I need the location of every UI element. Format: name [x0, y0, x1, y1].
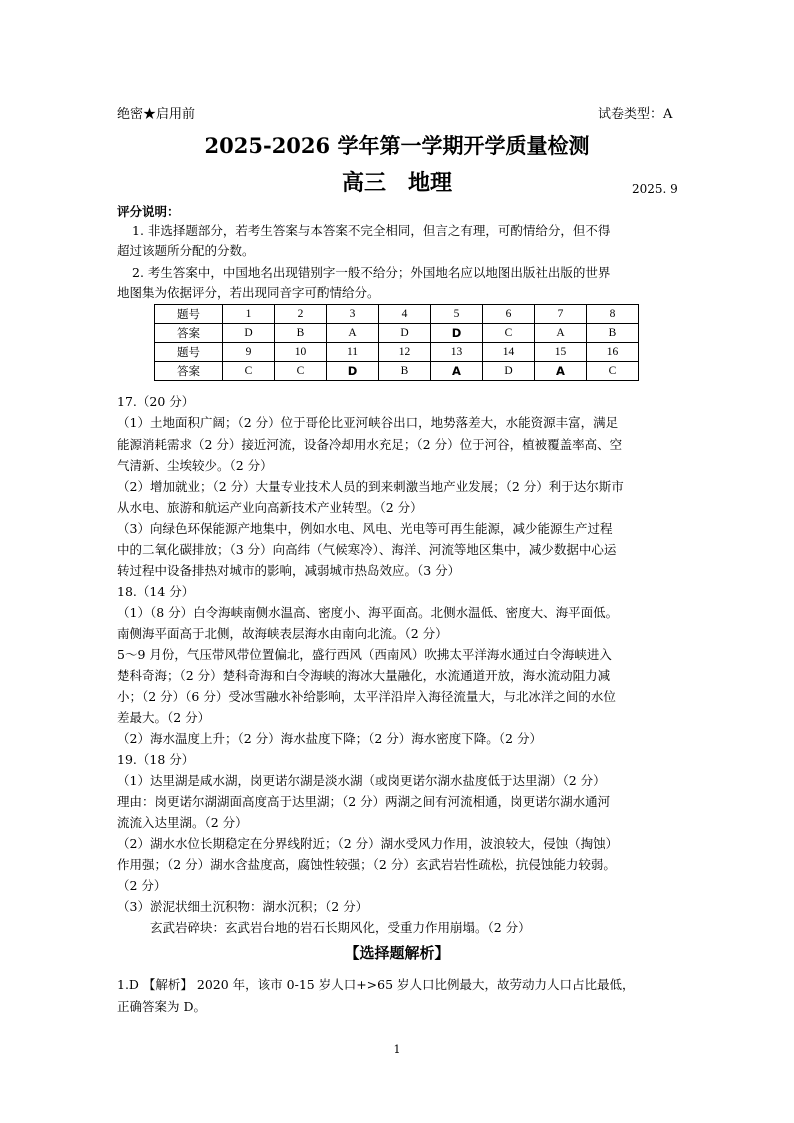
- paper-type-label: 试卷类型：A: [598, 107, 673, 122]
- q17-line: 转过程中设备排热对城市的影响，减弱城市热岛效应。（3 分）: [117, 563, 461, 578]
- q17-line: 从水电、旅游和航运产业向高新技术产业转型。（2 分）: [117, 500, 423, 515]
- q18-heading: 18.（14 分）: [117, 584, 195, 599]
- q19-line: （3）淤泥状细土沉积物：湖水沉积；（2 分）: [117, 899, 369, 914]
- q17-line: 气清新、尘埃较少。（2 分）: [117, 458, 273, 473]
- exam-date: 2025. 9: [632, 182, 678, 196]
- table-cell: 3: [327, 305, 379, 324]
- table-cell: 6: [483, 305, 535, 324]
- q17-line: （1）土地面积广阔；（2 分）位于哥伦比亚河峡谷出口，地势落差大，水能资源丰富，满足: [117, 415, 619, 430]
- table-cell: 9: [223, 343, 275, 362]
- analysis-line: 1.D 【解析】 2020 年，该市 0-15 岁人口+>65 岁人口比例最大，故劳动力人口占比最低，: [117, 977, 635, 992]
- table-row: [155, 324, 639, 343]
- table-cell: D: [483, 362, 535, 381]
- table-cell: C: [587, 362, 639, 381]
- q19-line: 理由：岗更诺尔湖湖面高度高于达里湖；（2 分）两湖之间有河流相通，岗更诺尔湖水通河: [117, 794, 611, 809]
- q17-line: 中的二氧化碳排放；（3 分）向高纬（气候寒冷）、海洋、河流等地区集中，减少数据中心运: [117, 542, 617, 557]
- table-cell: 5: [431, 305, 483, 324]
- scoring-heading: 评分说明：: [117, 204, 180, 219]
- table-cell: 10: [275, 343, 327, 362]
- q19-line: 作用强；（2 分）湖水含盐度高，腐蚀性较强；（2 分）玄武岩岩性疏松，抗侵蚀能力较弱。: [117, 857, 616, 872]
- table-cell: 8: [587, 305, 639, 324]
- table-cell: 14: [483, 343, 535, 362]
- table-cell: A: [327, 324, 379, 343]
- table-cell: B: [379, 362, 431, 381]
- table-cell: 12: [379, 343, 431, 362]
- q19-line: 玄武岩碎块：玄武岩台地的岩石长期风化，受重力作用崩塌。（2 分）: [150, 920, 531, 935]
- scoring-note-1-cont: 超过该题所分配的分数。: [117, 243, 255, 258]
- q17-line: 能源消耗需求（2 分）接近河流，设备冷却用水充足；（2 分）位于河谷，植被覆盖率高、空: [117, 437, 623, 452]
- q18-line: 小；（2 分）（6 分）受冰雪融水补给影响，太平洋沿岸入海径流量大，与北冰洋之间的水位: [117, 689, 616, 704]
- table-cell: D: [379, 324, 431, 343]
- q19-heading: 19.（18 分）: [117, 752, 195, 767]
- table-cell: 1: [223, 305, 275, 324]
- analysis-line: 正确答案为 D。: [117, 999, 206, 1014]
- table-cell: 题号: [155, 305, 223, 324]
- scoring-note-2-cont: 地图集为依据评分，若出现同音字可酌情给分。: [117, 285, 380, 300]
- table-cell: D: [223, 324, 275, 343]
- q18-line: （1）（8 分）白令海峡南侧水温高、密度小、海平面高。北侧水温低、密度大、海平面低。: [117, 605, 619, 620]
- q18-line: 南侧海平面高于北侧，故海峡表层海水由南向北流。（2 分）: [117, 626, 448, 641]
- table-cell: B: [587, 324, 639, 343]
- page-number: 1: [393, 1043, 401, 1056]
- q19-line: （2）湖水水位长期稳定在分界线附近；（2 分）湖水受风力作用，波浪较大，侵蚀（掏蚀）: [117, 836, 619, 851]
- q17-heading: 17.（20 分）: [117, 394, 195, 409]
- table-cell: D: [327, 362, 379, 381]
- q18-line: 楚科奇海；（2 分）楚科奇海和白令海峡的海冰大量融化，水流通道开放，海水流动阻力减: [117, 668, 611, 683]
- table-cell: A: [535, 324, 587, 343]
- table-cell: 答案: [155, 324, 223, 343]
- q17-line: （3）向绿色环保能源产地集中，例如水电、风电、光电等可再生能源，减少能源生产过程: [117, 521, 613, 536]
- table-row: [155, 305, 639, 324]
- page-subtitle: 高三 地理: [341, 170, 452, 196]
- table-cell: B: [275, 324, 327, 343]
- q18-line: 5～9 月份，气压带风带位置偏北，盛行西风（西南风）吹拂太平洋海水通过白令海峡进入: [117, 647, 612, 662]
- table-cell: A: [535, 362, 587, 381]
- table-cell: 题号: [155, 343, 223, 362]
- page-title: 2025-2026 学年第一学期开学质量检测: [204, 133, 590, 158]
- table-cell: 11: [327, 343, 379, 362]
- table-cell: 答案: [155, 362, 223, 381]
- table-cell: 4: [379, 305, 431, 324]
- table-cell: C: [483, 324, 535, 343]
- q18-line: 差最大。（2 分）: [117, 710, 211, 725]
- answer-table: [154, 304, 639, 381]
- table-cell: C: [275, 362, 327, 381]
- table-cell: D: [431, 324, 483, 343]
- table-row: [155, 343, 639, 362]
- table-cell: 15: [535, 343, 587, 362]
- table-cell: 16: [587, 343, 639, 362]
- table-cell: C: [223, 362, 275, 381]
- table-row: [155, 362, 639, 381]
- q19-line: 流流入达里湖。（2 分）: [117, 815, 248, 830]
- table-cell: A: [431, 362, 483, 381]
- table-cell: 2: [275, 305, 327, 324]
- scoring-note-2: 2. 考生答案中，中国地名出现错别字一般不给分；外国地名应以地图出版社出版的世界: [132, 265, 611, 280]
- table-cell: 7: [535, 305, 587, 324]
- q18-line: （2）海水温度上升；（2 分）海水盐度下降；（2 分）海水密度下降。（2 分）: [117, 731, 542, 746]
- confidential-label: 绝密★启用前: [117, 107, 196, 122]
- section-title: 【选择题解析】: [344, 944, 450, 962]
- table-cell: 13: [431, 343, 483, 362]
- q19-line: （2 分）: [117, 878, 167, 893]
- scoring-note-1: 1. 非选择题部分，若考生答案与本答案不完全相同，但言之有理，可酌情给分，但不得: [132, 223, 611, 238]
- q19-line: （1）达里湖是咸水湖，岗更诺尔湖是淡水湖（或岗更诺尔湖水盐度低于达里湖）（2 分）: [117, 773, 606, 788]
- q17-line: （2）增加就业；（2 分）大量专业技术人员的到来刺激当地产业发展；（2 分）利于达尔斯市: [117, 479, 624, 494]
